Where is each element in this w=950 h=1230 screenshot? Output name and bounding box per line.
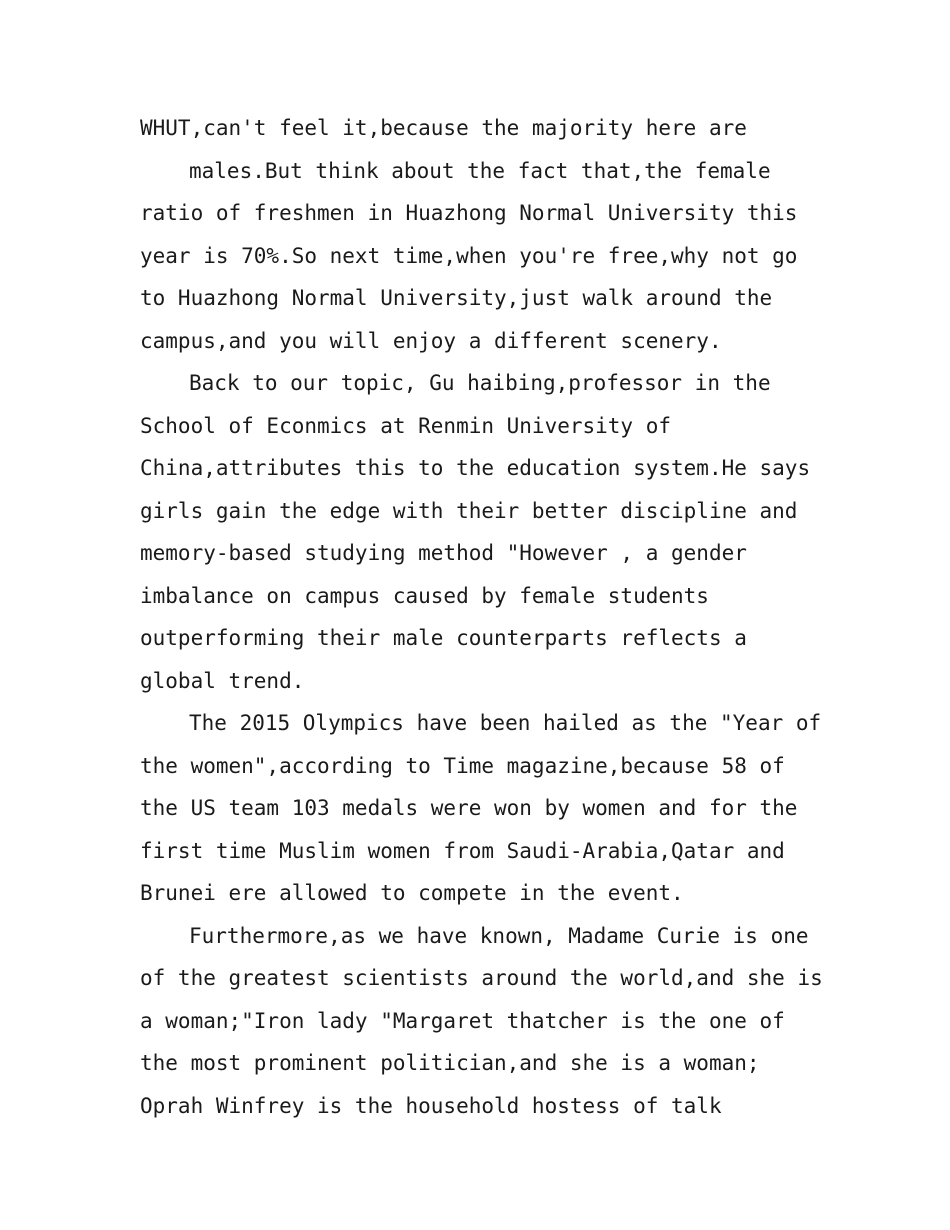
- text-line: Furthermore,as we have known, Madame Curie is one: [189, 924, 809, 948]
- text-line: to Huazhong Normal University,just walk around the: [140, 286, 773, 310]
- text-line: year is 70%.So next time,when you're free,why not go: [140, 244, 798, 268]
- text-line: China,attributes this to the education system.He says: [140, 456, 811, 480]
- text-line: of the greatest scientists around the world,and she is: [140, 966, 823, 990]
- text-line: global trend.: [140, 669, 305, 693]
- text-line: males.But think about the fact that,the female: [189, 159, 771, 183]
- text-line: first time Muslim women from Saudi-Arabia,Qatar and: [140, 839, 785, 863]
- text-line: ratio of freshmen in Huazhong Normal University this: [140, 201, 798, 225]
- text-line: Brunei ere allowed to compete in the event.: [140, 881, 684, 905]
- text-line: outperforming their male counterparts reflects a: [140, 626, 747, 650]
- text-line: Back to our topic, Gu haibing,professor in the: [189, 371, 771, 395]
- text-line: imbalance on campus caused by female students: [140, 584, 709, 608]
- text-line: WHUT,can't feel it,because the majority here are: [140, 116, 747, 140]
- text-line: the women",according to Time magazine,because 58 of: [140, 754, 785, 778]
- text-line: campus,and you will enjoy a different scenery.: [140, 329, 722, 353]
- text-line: a woman;"Iron lady "Margaret thatcher is the one of: [140, 1009, 785, 1033]
- text-line: girls gain the edge with their better discipline and: [140, 499, 798, 523]
- text-line: memory-based studying method "However , a gender: [140, 541, 747, 565]
- text-line: the most prominent politician,and she is a woman;: [140, 1051, 760, 1075]
- text-line: School of Econmics at Renmin University of: [140, 414, 672, 438]
- text-line: Oprah Winfrey is the household hostess of talk: [140, 1094, 722, 1118]
- text-line: The 2015 Olympics have been hailed as the "Year of: [189, 711, 822, 735]
- text-line: the US team 103 medals were won by women and for the: [140, 796, 798, 820]
